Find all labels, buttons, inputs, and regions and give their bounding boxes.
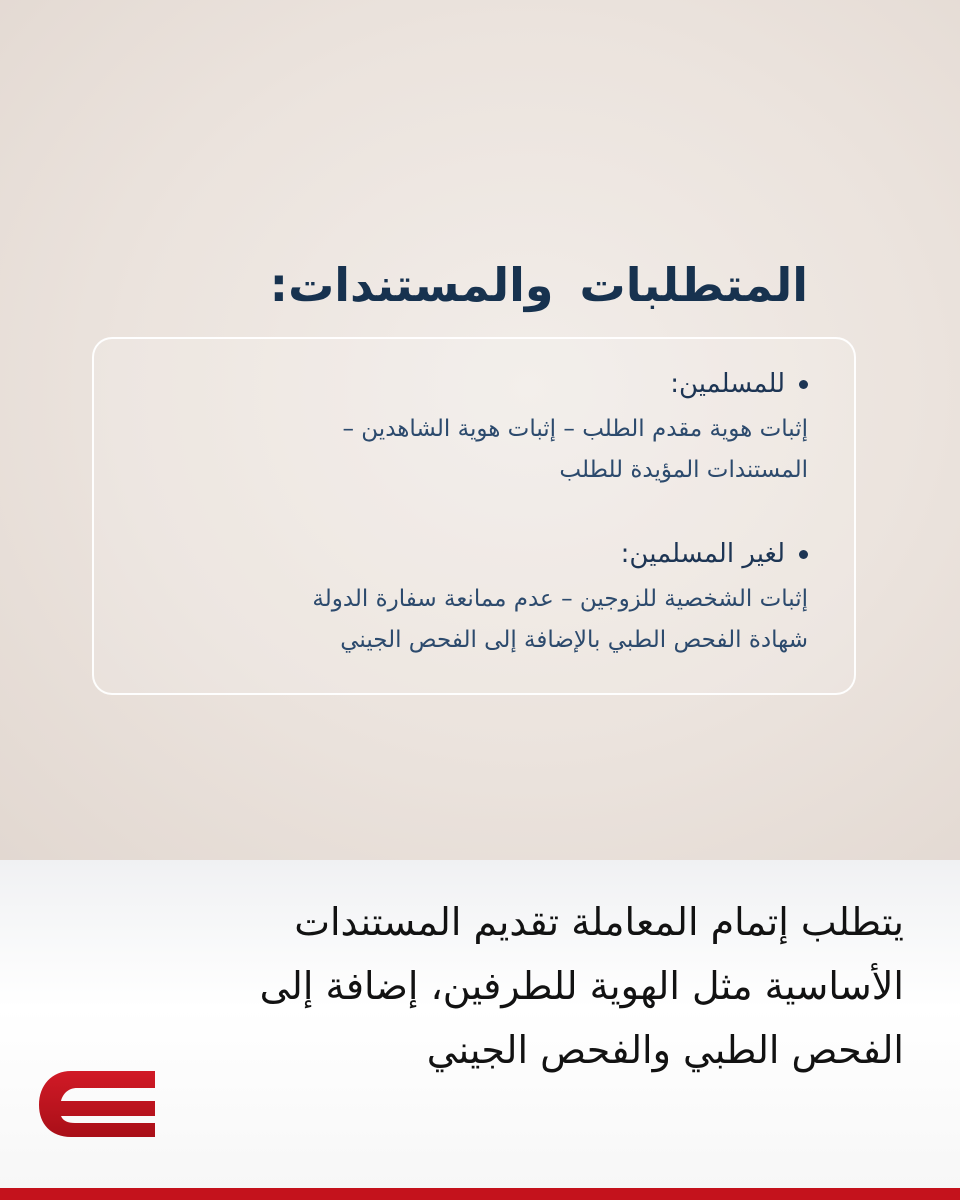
bullet-icon [799, 380, 808, 389]
non-muslims-requirement-line-1: إثبات الشخصية للزوجين – عدم ممانعة سفارة الدولة [312, 586, 808, 612]
caption-line-2: الأساسية مثل الهوية للطرفين، إضافة إلى [259, 964, 904, 1008]
requirements-card [92, 337, 856, 695]
muslims-requirement-line-2: المستندات المؤيدة للطلب [559, 457, 808, 483]
muslims-section [188, 367, 808, 491]
caption-line-1: يتطلب إتمام المعاملة تقديم المستندات [294, 900, 904, 944]
non-muslims-section [188, 537, 808, 661]
muslims-title-row [188, 367, 808, 401]
requirements-heading: المتطلبات والمستندات: [269, 258, 808, 312]
non-muslims-title: لغير المسلمين: [620, 539, 785, 569]
red-e-logo-icon [39, 1071, 155, 1137]
caption-line-3: الفحص الطبي والفحص الجيني [426, 1028, 904, 1072]
bullet-icon [799, 550, 808, 559]
non-muslims-requirement-line-2: شهادة الفحص الطبي بالإضافة إلى الفحص الجيني [340, 627, 808, 653]
muslims-requirement-line-1: إثبات هوية مقدم الطلب – إثبات هوية الشاهدين – [342, 416, 808, 442]
caption-text [260, 890, 904, 1082]
bottom-accent-bar [0, 1188, 960, 1200]
muslims-requirements [188, 409, 808, 491]
muslims-title: للمسلمين: [670, 369, 785, 399]
non-muslims-title-row [188, 537, 808, 571]
non-muslims-requirements [188, 579, 808, 661]
